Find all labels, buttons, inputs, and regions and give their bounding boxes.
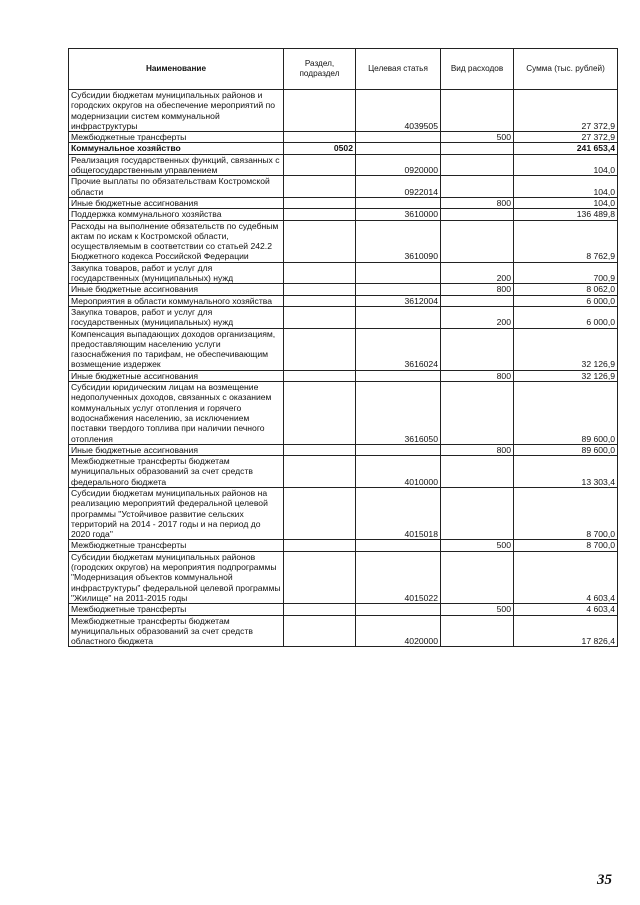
- row-target-cell: 0920000: [356, 154, 441, 176]
- row-target-cell: [356, 444, 441, 455]
- row-target-cell: 3616050: [356, 382, 441, 445]
- row-amount-cell: 8 062,0: [514, 284, 618, 295]
- budget-sheet: [68, 48, 617, 647]
- header-expense: Вид расходов: [441, 49, 514, 90]
- row-amount-cell: 32 126,9: [514, 370, 618, 381]
- row-expense-cell: [441, 220, 514, 262]
- row-expense-cell: [441, 615, 514, 647]
- row-section-cell: [284, 382, 356, 445]
- row-name-cell: Субсидии юридическим лицам на возмещение недополученных доходов, связанных с оказанием коммунальных услуг отопления и горячего водоснабжения населению, за исключением поставки твердого топлива при наличии печного отопления: [69, 382, 284, 445]
- table-row: [69, 262, 618, 284]
- row-section-cell: [284, 197, 356, 208]
- row-name-cell: Межбюджетные трансферты: [69, 540, 284, 551]
- row-expense-cell: [441, 143, 514, 154]
- row-section-cell: [284, 154, 356, 176]
- row-amount-cell: 104,0: [514, 176, 618, 198]
- table-row: [69, 154, 618, 176]
- table-row: [69, 284, 618, 295]
- row-amount-cell: 27 372,9: [514, 90, 618, 132]
- row-expense-cell: 200: [441, 262, 514, 284]
- row-target-cell: 4015022: [356, 551, 441, 603]
- table-row: [69, 143, 618, 154]
- table-row: [69, 132, 618, 143]
- row-name-cell: Иные бюджетные ассигнования: [69, 284, 284, 295]
- row-amount-cell: 4 603,4: [514, 551, 618, 603]
- row-section-cell: [284, 487, 356, 539]
- row-target-cell: [356, 197, 441, 208]
- row-name-cell: Расходы на выполнение обязательств по судебным актам по искам к Костромской области, осуществляемым в соответствии со статьей 242.2 Бюджетного кодекса Российской Федерации: [69, 220, 284, 262]
- row-name-cell: Межбюджетные трансферты: [69, 604, 284, 615]
- row-target-cell: 4015018: [356, 487, 441, 539]
- row-amount-cell: 104,0: [514, 197, 618, 208]
- row-expense-cell: 800: [441, 284, 514, 295]
- row-name-cell: Субсидии бюджетам муниципальных районов на реализацию мероприятий федеральной целевой программы "Устойчивое развитие сельских территорий на 2014 - 2017 годы и на период до 2020 года": [69, 487, 284, 539]
- row-target-cell: [356, 262, 441, 284]
- table-row: [69, 209, 618, 220]
- table-body: [69, 90, 618, 647]
- header-section: Раздел, подраздел: [284, 49, 356, 90]
- row-section-cell: [284, 306, 356, 328]
- table-row: [69, 197, 618, 208]
- row-section-cell: [284, 262, 356, 284]
- table-row: [69, 328, 618, 370]
- row-expense-cell: 800: [441, 444, 514, 455]
- row-section-cell: 0502: [284, 143, 356, 154]
- row-expense-cell: 800: [441, 197, 514, 208]
- row-amount-cell: 6 000,0: [514, 306, 618, 328]
- row-expense-cell: 500: [441, 132, 514, 143]
- row-expense-cell: 500: [441, 540, 514, 551]
- row-name-cell: Субсидии бюджетам муниципальных районов (городских округов) на мероприятия подпрограммы "Модернизация объектов коммунальной инфраструктуры" федеральной целевой программы "Жилище" на 2011-2015 годы: [69, 551, 284, 603]
- row-target-cell: [356, 540, 441, 551]
- header-target: Целевая статья: [356, 49, 441, 90]
- row-target-cell: 3616024: [356, 328, 441, 370]
- row-amount-cell: 13 303,4: [514, 456, 618, 488]
- row-name-cell: Межбюджетные трансферты: [69, 132, 284, 143]
- table-row: [69, 90, 618, 132]
- row-name-cell: Поддержка коммунального хозяйства: [69, 209, 284, 220]
- row-expense-cell: 200: [441, 306, 514, 328]
- row-name-cell: Субсидии бюджетам муниципальных районов и городских округов на обеспечение мероприятий по модернизации систем коммунальной инфраструктуры: [69, 90, 284, 132]
- budget-table: [68, 48, 618, 647]
- row-amount-cell: 104,0: [514, 154, 618, 176]
- row-target-cell: 0922014: [356, 176, 441, 198]
- row-expense-cell: [441, 176, 514, 198]
- row-name-cell: Закупка товаров, работ и услуг для государственных (муниципальных) нужд: [69, 262, 284, 284]
- table-row: [69, 551, 618, 603]
- row-section-cell: [284, 551, 356, 603]
- row-amount-cell: 136 489,8: [514, 209, 618, 220]
- table-row: [69, 456, 618, 488]
- row-section-cell: [284, 444, 356, 455]
- table-row: [69, 540, 618, 551]
- row-amount-cell: 32 126,9: [514, 328, 618, 370]
- row-name-cell: Коммунальное хозяйство: [69, 143, 284, 154]
- row-expense-cell: [441, 209, 514, 220]
- table-row: [69, 176, 618, 198]
- row-amount-cell: 6 000,0: [514, 295, 618, 306]
- row-expense-cell: [441, 328, 514, 370]
- row-expense-cell: [441, 90, 514, 132]
- row-section-cell: [284, 284, 356, 295]
- table-row: [69, 615, 618, 647]
- row-section-cell: [284, 540, 356, 551]
- row-expense-cell: 500: [441, 604, 514, 615]
- table-row: [69, 487, 618, 539]
- row-target-cell: 4020000: [356, 615, 441, 647]
- row-section-cell: [284, 604, 356, 615]
- row-amount-cell: 89 600,0: [514, 444, 618, 455]
- row-expense-cell: [441, 456, 514, 488]
- page-number: 35: [597, 872, 612, 888]
- table-row: [69, 444, 618, 455]
- row-target-cell: 4010000: [356, 456, 441, 488]
- row-target-cell: [356, 370, 441, 381]
- row-section-cell: [284, 615, 356, 647]
- row-expense-cell: [441, 382, 514, 445]
- row-amount-cell: 8 700,0: [514, 487, 618, 539]
- row-target-cell: [356, 132, 441, 143]
- row-target-cell: [356, 143, 441, 154]
- row-target-cell: 4039505: [356, 90, 441, 132]
- table-row: [69, 295, 618, 306]
- table-row: [69, 370, 618, 381]
- row-expense-cell: 800: [441, 370, 514, 381]
- row-amount-cell: 700,9: [514, 262, 618, 284]
- row-section-cell: [284, 176, 356, 198]
- row-name-cell: Закупка товаров, работ и услуг для государственных (муниципальных) нужд: [69, 306, 284, 328]
- row-name-cell: Иные бюджетные ассигнования: [69, 444, 284, 455]
- table-row: [69, 604, 618, 615]
- row-amount-cell: 27 372,9: [514, 132, 618, 143]
- row-section-cell: [284, 328, 356, 370]
- row-amount-cell: 8 762,9: [514, 220, 618, 262]
- row-target-cell: [356, 284, 441, 295]
- row-amount-cell: 89 600,0: [514, 382, 618, 445]
- header-row: [69, 49, 618, 90]
- header-amount: Сумма (тыс. рублей): [514, 49, 618, 90]
- row-name-cell: Иные бюджетные ассигнования: [69, 197, 284, 208]
- row-expense-cell: [441, 551, 514, 603]
- row-name-cell: Компенсация выпадающих доходов организациям, предоставляющим населению услуги газоснабжения по тарифам, не обеспечивающим возмещение издержек: [69, 328, 284, 370]
- row-name-cell: Прочие выплаты по обязательствам Костромской области: [69, 176, 284, 198]
- row-amount-cell: 4 603,4: [514, 604, 618, 615]
- row-name-cell: Мероприятия в области коммунального хозяйства: [69, 295, 284, 306]
- row-target-cell: 3612004: [356, 295, 441, 306]
- row-section-cell: [284, 90, 356, 132]
- table-row: [69, 220, 618, 262]
- row-name-cell: Межбюджетные трансферты бюджетам муниципальных образований за счет средств федерального бюджета: [69, 456, 284, 488]
- table-row: [69, 306, 618, 328]
- row-amount-cell: 17 826,4: [514, 615, 618, 647]
- row-target-cell: 3610000: [356, 209, 441, 220]
- row-amount-cell: 8 700,0: [514, 540, 618, 551]
- row-expense-cell: [441, 487, 514, 539]
- row-section-cell: [284, 295, 356, 306]
- row-amount-cell: 241 653,4: [514, 143, 618, 154]
- row-section-cell: [284, 132, 356, 143]
- row-section-cell: [284, 370, 356, 381]
- row-target-cell: [356, 604, 441, 615]
- row-section-cell: [284, 209, 356, 220]
- row-expense-cell: [441, 154, 514, 176]
- row-name-cell: Реализация государственных функций, связанных с общегосударственным управлением: [69, 154, 284, 176]
- row-section-cell: [284, 456, 356, 488]
- header-name: Наименование: [69, 49, 284, 90]
- row-target-cell: 3610090: [356, 220, 441, 262]
- row-target-cell: [356, 306, 441, 328]
- row-expense-cell: [441, 295, 514, 306]
- row-section-cell: [284, 220, 356, 262]
- row-name-cell: Иные бюджетные ассигнования: [69, 370, 284, 381]
- row-name-cell: Межбюджетные трансферты бюджетам муниципальных образований за счет средств областного бюджета: [69, 615, 284, 647]
- table-row: [69, 382, 618, 445]
